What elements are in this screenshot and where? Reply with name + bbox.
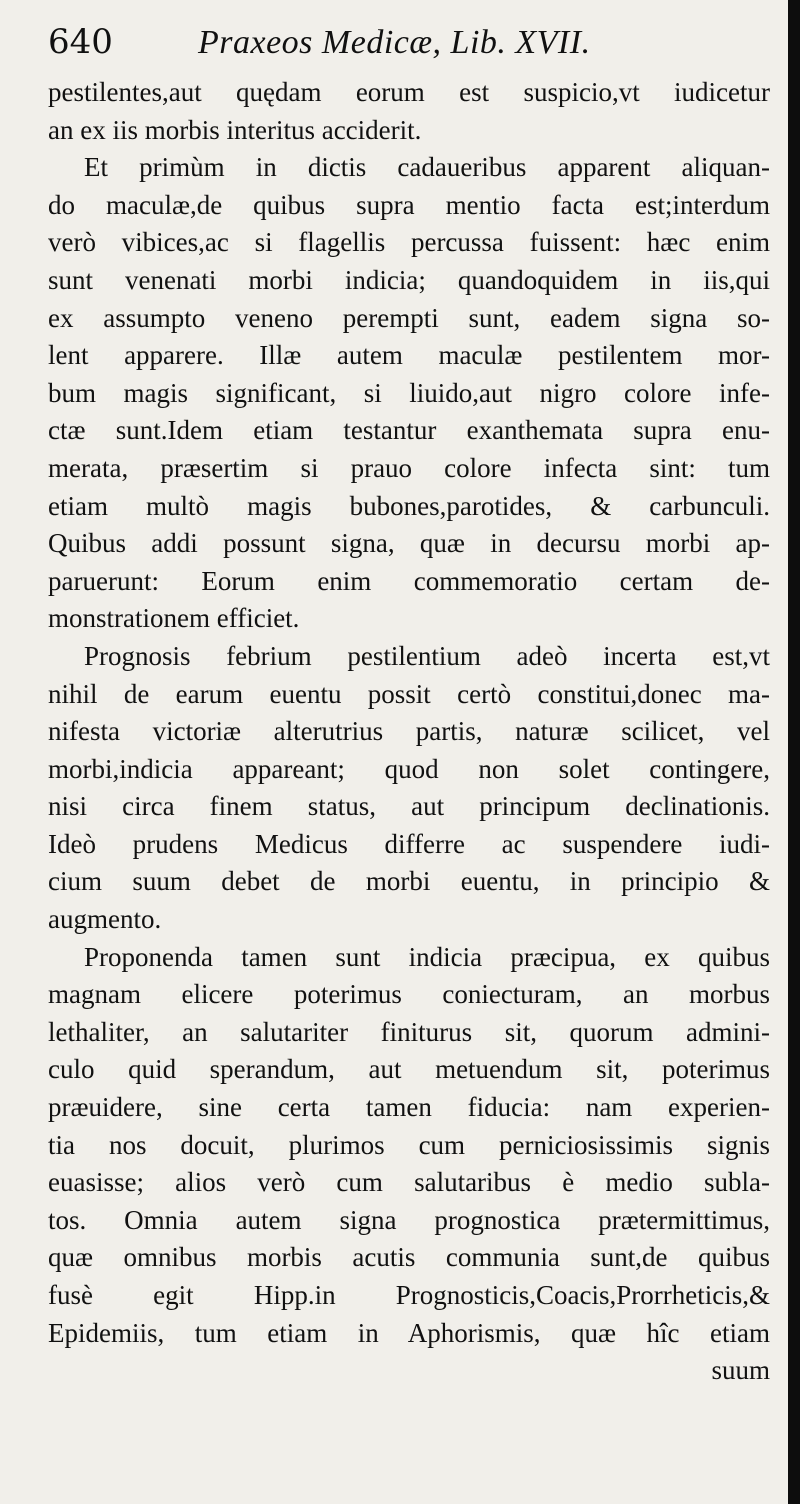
text-line: pestilentes,aut quędam eorum est suspicio,vt iudicetur <box>48 77 770 107</box>
text-line: paruerunt: Eorum enim commemoratio certam de- <box>48 565 770 596</box>
text-line: an ex iis morbis interitus acciderit. <box>48 114 422 145</box>
text-line: fusè egit Hipp.in Prognosticis,Coacis,Prorrheticis,& <box>48 1280 770 1310</box>
text-line: quæ omnibus morbis acutis communia sunt,de quibus <box>48 1242 770 1273</box>
text-line: nifesta victoriæ alterutrius partis, naturæ scilicet, vel <box>48 716 770 747</box>
body-text <box>48 74 770 1390</box>
text-line: nihil de earum euentu possit certò constitui,donec ma- <box>48 678 770 709</box>
text-line: ex assumpto veneno perempti sunt, eadem signa so- <box>48 302 770 333</box>
text-line: etiam multò magis bubones,parotides, & carbunculi. <box>48 490 770 521</box>
text-line: cium suum debet de morbi euentu, in principio & <box>48 866 770 897</box>
text-line: lent apparere. Illæ autem maculæ pestilentem mor- <box>48 340 770 371</box>
text-line: verò vibices,ac si flagellis percussa fuissent: hæc enim <box>48 227 770 258</box>
text-line: Et primùm in dictis cadaueribus apparent aliquan- <box>84 152 770 183</box>
text-line: augmento. <box>48 904 162 935</box>
page-number: 640 <box>48 22 113 62</box>
text-line: magnam elicere poterimus coniecturam, an morbus <box>48 979 770 1010</box>
text-line: bum magis significant, si liuido,aut nigro colore infe- <box>48 377 770 408</box>
text-line: Ideò prudens Medicus differre ac suspendere iudi- <box>48 828 770 859</box>
text-line: culo quid sperandum, aut metuendum sit, poterimus <box>48 1054 770 1085</box>
text-line: Quibus addi possunt signa, quæ in decursu morbi ap- <box>48 528 770 559</box>
text-line: lethaliter, an salutariter finiturus sit, quorum admini- <box>48 1016 770 1047</box>
text-line: do maculæ,de quibus supra mentio facta est;interdum <box>48 189 770 220</box>
running-title: Praxeos Medicæ, Lib. XVII. <box>198 24 591 61</box>
text-line: sunt venenati morbi indicia; quandoquidem in iis,qui <box>48 264 770 295</box>
catchword: suum <box>711 1355 770 1386</box>
text-line: monstrationem efficiet. <box>48 603 300 634</box>
text-line: tia nos docuit, plurimos cum perniciosissimis signis <box>48 1129 770 1160</box>
page-edge-shadow <box>788 0 800 1504</box>
text-line: Epidemiis, tum etiam in Aphorismis, quæ hîc etiam <box>48 1317 770 1348</box>
text-line: Proponenda tamen sunt indicia præcipua, ex quibus <box>84 941 770 972</box>
text-line: nisi circa finem status, aut principum declinationis. <box>48 791 770 822</box>
text-line: euasisse; alios verò cum salutaribus è medio subla- <box>48 1167 770 1198</box>
text-line: præuidere, sine certa tamen fiducia: nam experien- <box>48 1092 770 1123</box>
running-head <box>48 22 770 74</box>
text-line: Prognosis febrium pestilentium adeò incerta est,vt <box>84 640 770 671</box>
text-line: morbi,indicia appareant; quod non solet contingere, <box>48 753 770 784</box>
text-line: ctæ sunt.Idem etiam testantur exanthemata supra enu- <box>48 415 770 446</box>
text-line: tos. Omnia autem signa prognostica prætermittimus, <box>48 1204 770 1235</box>
text-line: merata, præsertim si prauo colore infecta sint: tum <box>48 452 770 483</box>
